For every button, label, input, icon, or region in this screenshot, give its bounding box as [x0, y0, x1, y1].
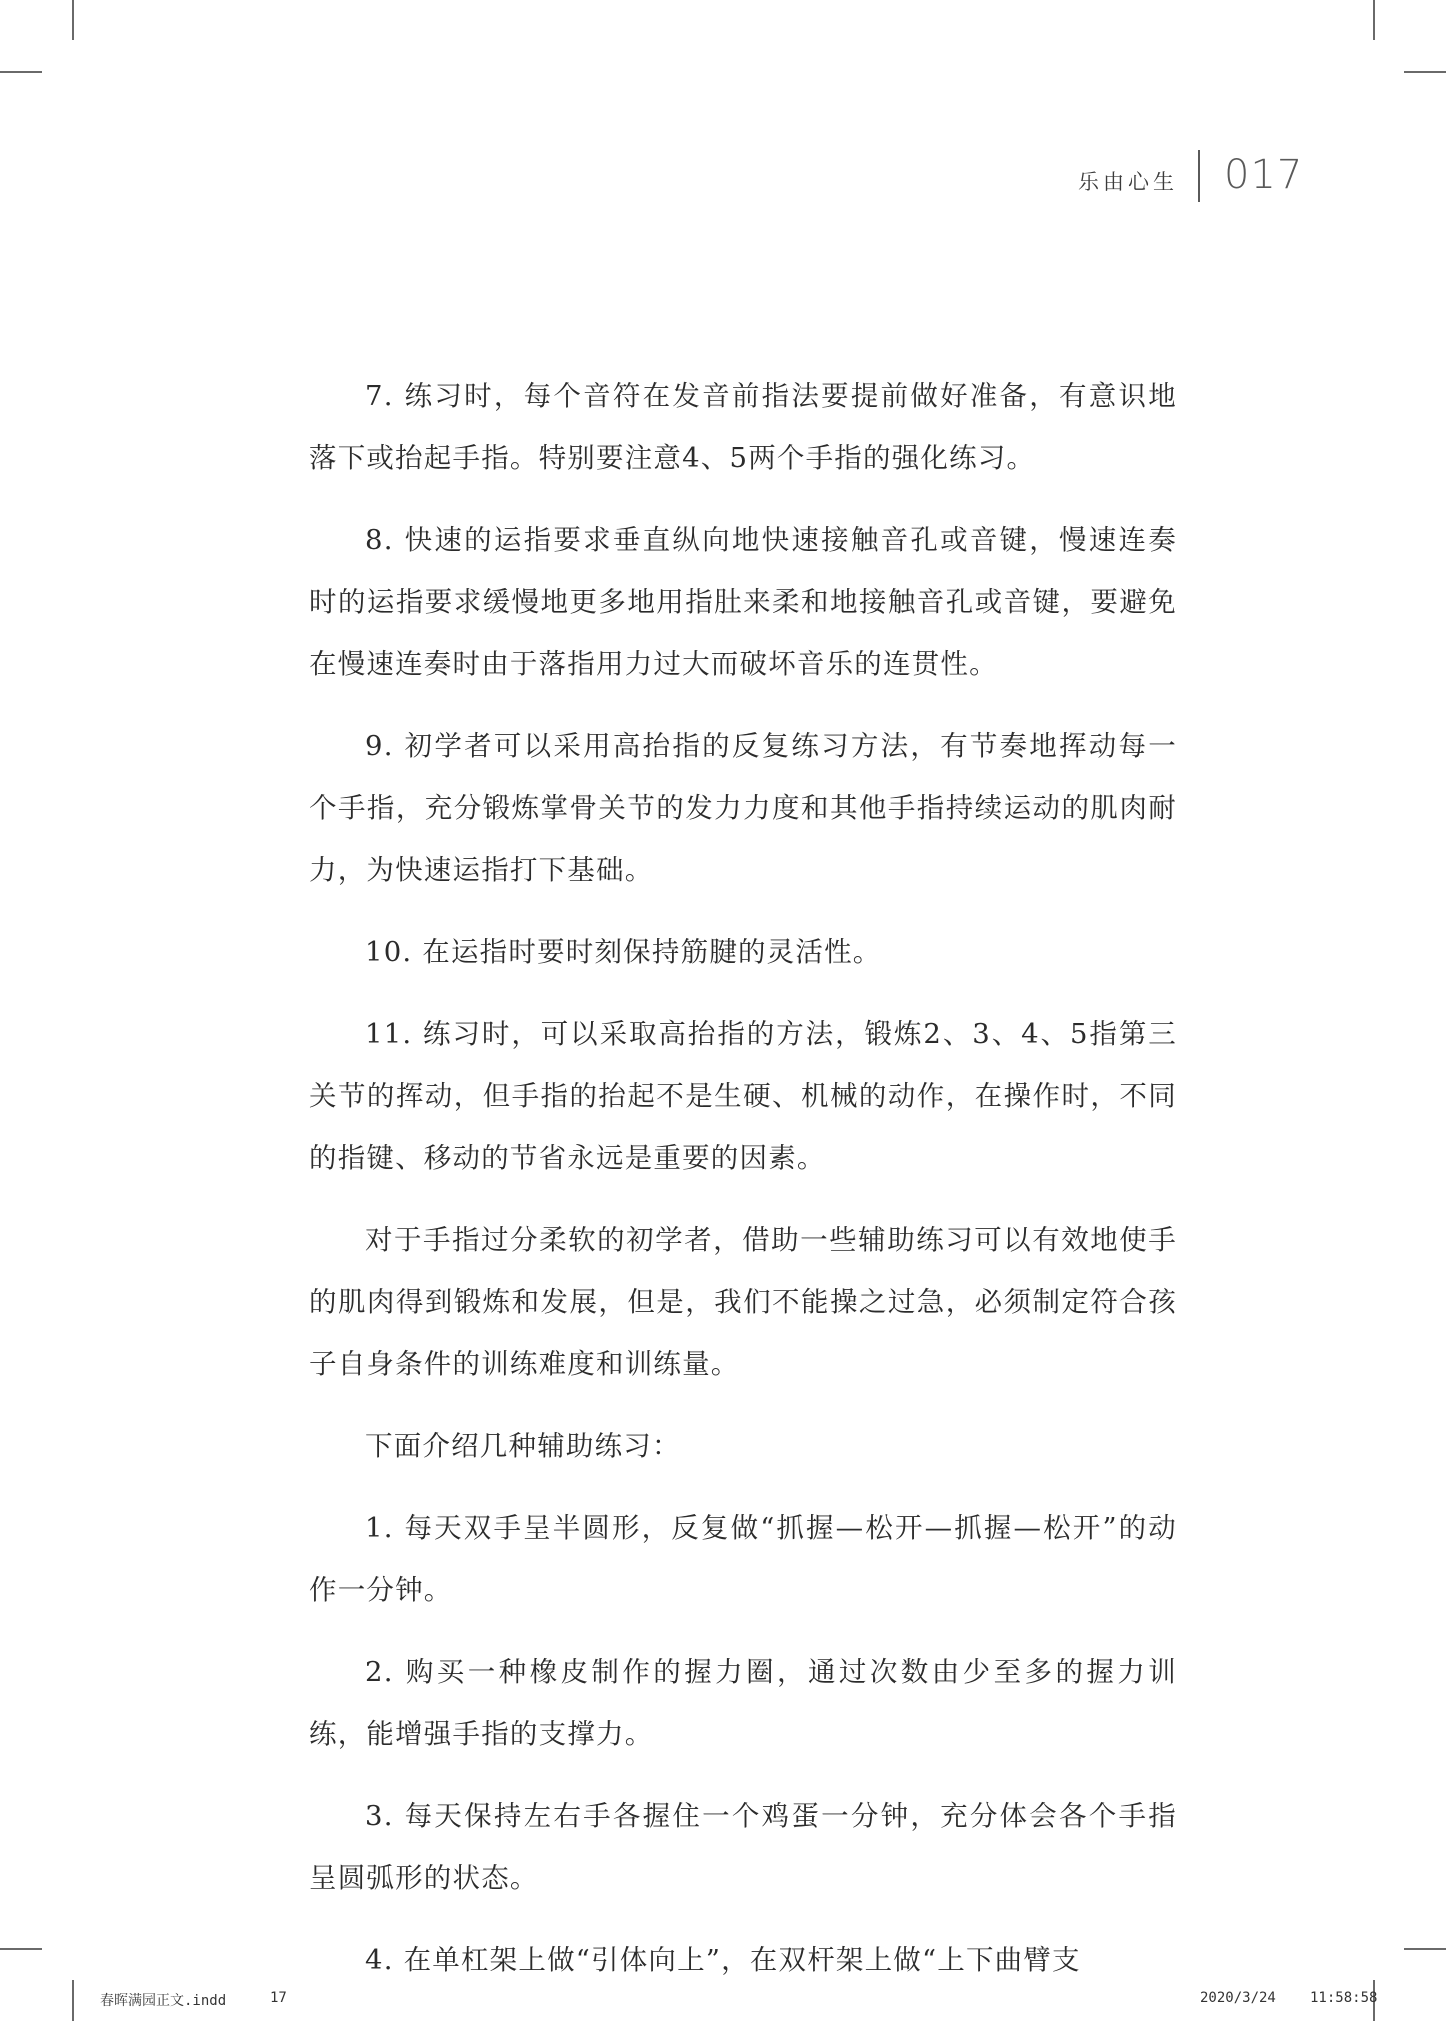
slug-date: 2020/3/24 — [1200, 1990, 1276, 2006]
crop-mark-bottom-left-horizontal — [0, 1948, 42, 1950]
paragraph-10: 10. 在运指时要时刻保持筋腱的灵活性。 — [365, 936, 882, 968]
paragraph-exercise-intro: 下面介绍几种辅助练习： — [365, 1430, 681, 1462]
crop-mark-top-right-vertical — [1373, 0, 1375, 40]
section-title: 乐由心生 — [1078, 170, 1178, 194]
header-divider — [1198, 150, 1200, 202]
crop-mark-top-left-horizontal — [0, 71, 42, 73]
exercise-item-4: 4. 在单杠架上做“引体向上”，在双杆架上做“上下曲臂支 — [365, 1944, 1081, 1976]
crop-mark-bottom-left-vertical — [72, 1980, 74, 2021]
exercise-item-2: 2. 购买一种橡皮制作的握力圈，通过次数由少至多的握力训练，能增强手指的支撑力。 — [309, 1656, 1177, 1750]
running-header — [1050, 148, 1350, 208]
slug-page: 17 — [270, 1990, 287, 2006]
crop-mark-top-left-vertical — [72, 0, 74, 40]
slug-time: 11:58:58 — [1310, 1990, 1378, 2006]
crop-mark-top-right-horizontal — [1404, 71, 1446, 73]
paragraph-9: 9. 初学者可以采用高抬指的反复练习方法，有节奏地挥动每一个手指，充分锻炼掌骨关节的发力力度和其他手指持续运动的肌肉耐力，为快速运指打下基础。 — [309, 730, 1177, 886]
page-number: 017 — [1224, 152, 1304, 198]
body-text — [309, 365, 1177, 2011]
exercise-item-3: 3. 每天保持左右手各握住一个鸡蛋一分钟，充分体会各个手指呈圆弧形的状态。 — [309, 1800, 1177, 1894]
crop-mark-bottom-right-horizontal — [1404, 1948, 1446, 1950]
paragraph-7: 7. 练习时，每个音符在发音前指法要提前做好准备，有意识地落下或抬起手指。特别要注意4、5两个手指的强化练习。 — [309, 380, 1177, 474]
exercise-item-1: 1. 每天双手呈半圆形，反复做“抓握—松开—抓握—松开”的动作一分钟。 — [309, 1512, 1177, 1606]
paragraph-11: 11. 练习时，可以采取高抬指的方法，锻炼2、3、4、5指第三关节的挥动，但手指的抬起不是生硬、机械的动作，在操作时，不同的指键、移动的节省永远是重要的因素。 — [309, 1018, 1177, 1174]
paragraph-soft-fingers: 对于手指过分柔软的初学者，借助一些辅助练习可以有效地使手的肌肉得到锻炼和发展，但是，我们不能操之过急，必须制定符合孩子自身条件的训练难度和训练量。 — [309, 1224, 1177, 1380]
paragraph-8: 8. 快速的运指要求垂直纵向地快速接触音孔或音键，慢速连奏时的运指要求缓慢地更多地用指肚来柔和地接触音孔或音键，要避免在慢速连奏时由于落指用力过大而破坏音乐的连贯性。 — [309, 524, 1177, 680]
slug-filename: 春晖满园正文.indd — [100, 1993, 227, 2009]
